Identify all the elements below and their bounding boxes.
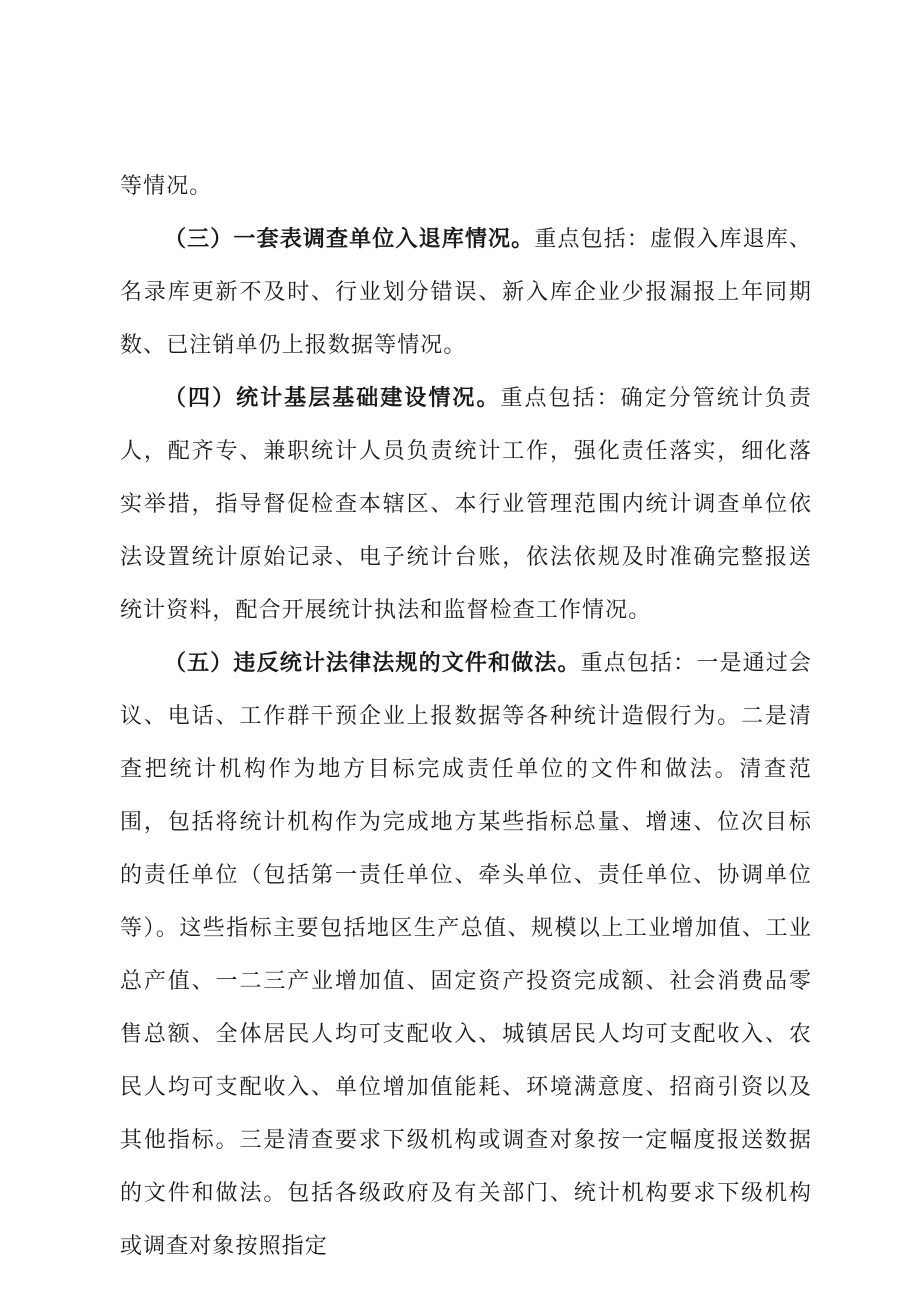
paragraph-text: 等情况。	[120, 174, 213, 199]
paragraph-text: 重点包括：虚假入库退库、名录库更新不及时、行业划分错误、新入库企业少报漏报上年同期数、已注销单仍上报数据等情况。	[120, 227, 812, 358]
paragraph-section-4	[120, 372, 812, 637]
paragraph-text: 重点包括：确定分管统计负责人，配齐专、兼职统计人员负责统计工作，强化责任落实，细化落实举措，指导督促检查本辖区、本行业管理范围内统计调查单位依法设置统计原始记录、电子统计台账，依法依规及时准确完整报送统计资料，配合开展统计执法和监督检查工作情况。	[120, 386, 812, 623]
section-heading: （三）一套表调查单位入退库情况。	[164, 226, 535, 252]
paragraph-continuation	[120, 160, 812, 213]
paragraph-section-5	[120, 637, 812, 1273]
section-heading: （五）违反统计法律法规的文件和做法。	[164, 650, 581, 676]
document-page	[120, 160, 812, 1273]
section-heading: （四）统计基层基础建设情况。	[164, 385, 501, 411]
paragraph-text: 重点包括：一是通过会议、电话、工作群干预企业上报数据等各种统计造假行为。二是清查把统计机构作为地方目标完成责任单位的文件和做法。清查范围，包括将统计机构作为完成地方某些指标总量、增速、位次目标的责任单位（包括第一责任单位、牵头单位、责任单位、协调单位等）。这些指标主要包括地区生产总值、规模以上工业增加值、工业总产值、一二三产业增加值、固定资产投资完成额、社会消费品零售总额、全体居民人均可支配收入、城镇居民人均可支配收入、农民人均可支配收入、单位增加值能耗、环境满意度、招商引资以及其他指标。三是清查要求下级机构或调查对象按一定幅度报送数据的文件和做法。包括各级政府及有关部门、统计机构要求下级机构或调查对象按照指定	[120, 651, 812, 1259]
paragraph-section-3	[120, 213, 812, 372]
